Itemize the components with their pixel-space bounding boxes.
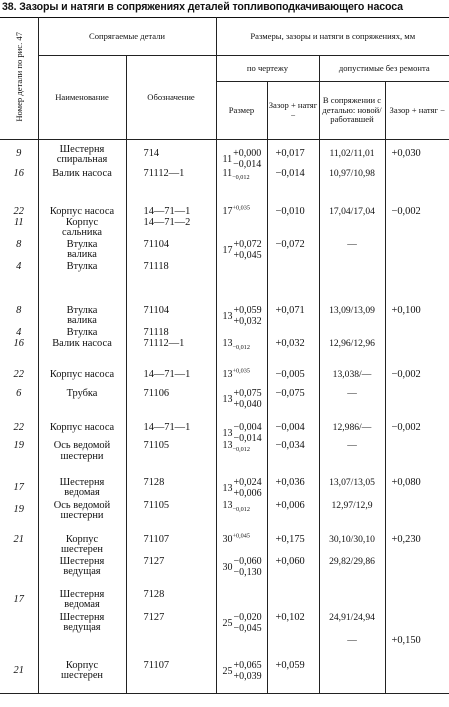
part-name-cell (38, 292, 126, 358)
designation-cell (126, 586, 216, 694)
gap-drawing-text: −0,005 (275, 369, 305, 380)
gap-drawing-cell (267, 412, 319, 470)
allowable-mating-text: — (347, 239, 357, 250)
designation-text: 7128 (143, 477, 165, 488)
allowable-gap-cell (385, 292, 449, 358)
size-nominal: 11 (222, 168, 233, 179)
allowable-mating-text: 17,04/17,04 (329, 206, 375, 217)
size-value (223, 240, 262, 261)
gap-drawing-cell (267, 358, 319, 412)
tolerance-stack (234, 661, 262, 682)
part-number-cell (0, 198, 38, 292)
designation-text: 14—71—2 (143, 217, 191, 228)
allowable-mating-text: 10,97/10,98 (329, 168, 375, 179)
table-row (0, 358, 449, 412)
tolerance-upper: +0,075 (233, 388, 262, 399)
part-number-text: 17 (13, 594, 24, 605)
size-nominal: 17 (222, 206, 233, 217)
part-name-text: сальника (62, 227, 102, 238)
gap-drawing-text: +0,036 (275, 477, 305, 488)
part-number-text: 17 (13, 482, 24, 493)
allowable-gap-cell (385, 470, 449, 528)
tolerance-lower: +0,032 (233, 315, 262, 327)
allowable-gap-cell (385, 528, 449, 586)
part-name-cell (38, 586, 126, 694)
size-value (223, 339, 250, 350)
part-number-cell (0, 140, 38, 199)
allowable-gap-text: −0,002 (391, 422, 421, 433)
allowable-mating-cell (319, 140, 385, 199)
allowable-mating-text: 12,986/— (332, 422, 372, 433)
size-nominal: 13 (222, 338, 233, 349)
gap-drawing-text: +0,006 (275, 500, 305, 511)
size-value (222, 204, 250, 218)
designation-cell (126, 198, 216, 292)
designation-text: 71112—1 (143, 338, 185, 349)
designation-text: 71118 (143, 261, 169, 272)
part-name-text: Шестерня (59, 556, 105, 567)
part-name-text: Валик насоса (52, 168, 112, 179)
gap-drawing-cell (267, 470, 319, 528)
allowable-gap-text: +0,100 (391, 305, 421, 316)
size-nominal: 30 (222, 534, 233, 545)
allowable-mating-text: 24,91/24,94 (329, 612, 375, 623)
designation-text: 71104 (143, 305, 170, 316)
tolerance-upper: −0,004 (233, 422, 262, 433)
part-number-text: 4 (16, 261, 22, 272)
allowable-gap-text: −0,002 (391, 206, 421, 217)
header-dims: Размеры, зазоры и натяги в сопряжениях, мм (216, 18, 449, 56)
gap-drawing-cell (267, 586, 319, 694)
tolerance-lower: −0,012 (232, 446, 250, 453)
allowable-mating-cell (319, 358, 385, 412)
part-number-cell (0, 358, 38, 412)
designation-text: 7127 (143, 556, 165, 567)
tolerance-upper: +0,065 (233, 660, 262, 671)
part-name-text: шестерен (60, 544, 103, 555)
size-cell (216, 470, 267, 528)
allowable-mating-text: 12,96/12,96 (329, 338, 375, 349)
size-cell (216, 528, 267, 586)
allowable-gap-cell (385, 198, 449, 292)
part-name-text: Шестерня (59, 144, 105, 155)
part-name-text: спиральная (56, 154, 108, 165)
size-value (223, 557, 262, 578)
designation-text: 14—71—1 (143, 422, 191, 433)
allowable-mating-text: — (347, 388, 357, 399)
tolerance-stack (234, 613, 262, 634)
tolerance-upper: +0,000 (233, 148, 262, 159)
size-nominal: 30 (222, 561, 233, 573)
size-nominal: 13 (222, 310, 233, 322)
designation-text: 71107 (143, 534, 170, 545)
gap-drawing-text: −0,014 (275, 168, 305, 179)
tolerance-upper: +0,035 (232, 367, 250, 375)
tolerance-lower: −0,012 (232, 506, 250, 513)
part-number-text: 19 (13, 440, 24, 451)
part-number-text: 16 (13, 168, 24, 179)
part-number-text: 22 (13, 369, 24, 380)
designation-text: 71112—1 (143, 168, 185, 179)
part-name-text: шестерни (60, 510, 104, 521)
size-nominal: 11 (222, 153, 233, 165)
size-cell (216, 140, 267, 199)
part-name-text: валика (67, 249, 97, 260)
size-nominal: 13 (222, 427, 233, 439)
designation-cell (126, 470, 216, 528)
allowable-gap-text: −0,002 (391, 369, 421, 380)
allowable-mating-text: 30,10/30,10 (329, 534, 375, 545)
part-number-text: 9 (16, 148, 22, 159)
tolerance-upper: −0,020 (233, 612, 262, 623)
table-caption: 38. Зазоры и натяги в сопряжениях деталей топливоподкачивающего насоса (2, 1, 403, 13)
table-row (0, 528, 449, 586)
gap-drawing-text: +0,032 (275, 338, 305, 349)
allowable-gap-cell (385, 412, 449, 470)
part-name-text: Шестерня (59, 477, 105, 488)
part-name-text: шестерен (60, 670, 103, 681)
header-gap-drawing: Зазор + натяг − (267, 82, 319, 140)
part-number-text: 22 (13, 422, 24, 433)
part-name-text: валика (67, 315, 97, 326)
part-name-text: ведомая (64, 487, 100, 498)
part-name-text: Корпус насоса (49, 369, 115, 380)
part-name-text: Корпус (65, 534, 99, 545)
tolerance-lower: +0,006 (233, 487, 262, 499)
part-name-text: Шестерня (59, 589, 105, 600)
part-number-text: 6 (16, 388, 22, 399)
size-value (223, 478, 262, 499)
tolerance-stack (234, 389, 262, 410)
size-cell (216, 358, 267, 412)
size-value (223, 149, 262, 170)
tolerance-lower: −0,130 (233, 566, 262, 578)
allowable-mating-text: — (347, 635, 357, 646)
designation-text: 71104 (143, 239, 170, 250)
part-name-cell (38, 470, 126, 528)
size-cell (216, 198, 267, 292)
part-number-cell (0, 412, 38, 470)
gap-drawing-cell (267, 528, 319, 586)
size-cell (216, 586, 267, 694)
designation-text: 71105 (143, 500, 170, 511)
part-name-cell (38, 412, 126, 470)
allowable-mating-cell (319, 528, 385, 586)
tolerance-stack (234, 557, 262, 578)
table-body (0, 140, 449, 694)
gap-drawing-text: +0,017 (275, 148, 305, 159)
gap-drawing-text: +0,060 (275, 556, 305, 567)
allowable-gap-cell (385, 586, 449, 694)
part-number-cell (0, 528, 38, 586)
tolerance-stack (234, 240, 262, 261)
gap-drawing-text: −0,034 (275, 440, 305, 451)
designation-text: 71105 (143, 440, 170, 451)
size-value (223, 613, 262, 634)
gap-drawing-text: +0,102 (275, 612, 305, 623)
header-designation: Обозначение (126, 56, 216, 140)
table-row (0, 140, 449, 199)
allowable-gap-text: +0,230 (391, 534, 421, 545)
table-row (0, 412, 449, 470)
part-number-text: 19 (13, 504, 24, 515)
designation-cell (126, 358, 216, 412)
gap-drawing-cell (267, 198, 319, 292)
part-name-text: Втулка (66, 239, 98, 250)
size-nominal: 25 (222, 617, 233, 629)
tolerance-lower: −0,014 (233, 432, 262, 444)
tolerance-upper: +0,045 (232, 532, 250, 540)
part-number-text: 4 (16, 327, 22, 338)
tolerance-lower: −0,012 (232, 344, 250, 351)
tolerance-upper: +0,035 (232, 204, 250, 212)
part-number-cell (0, 292, 38, 358)
size-nominal: 13 (222, 369, 233, 380)
gap-drawing-text: −0,010 (275, 206, 305, 217)
allowable-mating-cell (319, 412, 385, 470)
designation-cell (126, 140, 216, 199)
part-number-text: 21 (13, 665, 24, 676)
tolerance-stack (234, 306, 262, 327)
tolerance-upper: +0,059 (233, 305, 262, 316)
part-number-text: 22 (13, 206, 24, 217)
part-name-text: Трубка (66, 388, 98, 399)
tolerance-lower: +0,039 (233, 670, 262, 682)
size-nominal: 13 (222, 440, 233, 451)
header-in-mating: В сопряжении с деталью: новой/работавшей (319, 82, 385, 140)
part-number-text: 16 (13, 338, 24, 349)
gap-drawing-cell (267, 140, 319, 199)
part-name-cell (38, 198, 126, 292)
part-name-text: Корпус насоса (49, 206, 115, 217)
part-name-cell (38, 358, 126, 412)
tolerance-lower: −0,045 (233, 622, 262, 634)
gap-drawing-text: −0,072 (275, 239, 305, 250)
gap-drawing-text: +0,175 (275, 534, 305, 545)
part-number-text: 8 (16, 239, 22, 250)
designation-text: 71118 (143, 327, 169, 338)
allowable-mating-text: 13,038/— (332, 369, 372, 380)
size-value (223, 389, 262, 410)
size-nominal: 17 (222, 244, 233, 256)
size-nominal: 13 (222, 393, 233, 405)
gap-drawing-cell (267, 292, 319, 358)
part-name-cell (38, 528, 126, 586)
tolerance-upper: −0,060 (233, 556, 262, 567)
size-nominal: 25 (222, 665, 233, 677)
header-size: Размер (216, 82, 267, 140)
designation-cell (126, 292, 216, 358)
size-nominal: 13 (222, 500, 233, 511)
part-number-text: 8 (16, 305, 22, 316)
designation-text: 14—71—1 (143, 369, 191, 380)
part-name-text: Шестерня (59, 612, 105, 623)
header-name: Наименование (38, 56, 126, 140)
tolerance-stack (233, 149, 261, 170)
part-name-text: Корпус (65, 217, 99, 228)
header-mating-parts: Сопрягаемые детали (38, 18, 216, 56)
part-name-text: Ось ведомой (53, 440, 111, 451)
header-part-number: Номер детали по рис. 47 (0, 18, 38, 140)
allowable-gap-text: +0,080 (391, 477, 421, 488)
part-name-text: Ось ведомой (53, 500, 111, 511)
designation-cell (126, 412, 216, 470)
part-name-text: Корпус (65, 660, 99, 671)
designation-text: 7128 (143, 589, 165, 600)
allowable-gap-cell (385, 358, 449, 412)
part-number-text: 21 (13, 534, 24, 545)
part-name-text: шестерни (60, 451, 104, 462)
tolerance-upper: +0,072 (233, 239, 262, 250)
gap-drawing-text: −0,004 (275, 422, 305, 433)
allowable-mating-cell (319, 470, 385, 528)
allowable-gap-text: +0,150 (391, 635, 421, 646)
part-name-text: Корпус насоса (49, 422, 115, 433)
part-name-cell (38, 140, 126, 199)
part-name-text: Втулка (66, 261, 98, 272)
designation-text: 714 (143, 148, 160, 159)
header-by-drawing: по чертежу (216, 56, 319, 82)
allowable-mating-cell (319, 586, 385, 694)
header-gap-allowable: Зазор + натяг − (385, 82, 449, 140)
designation-text: 14—71—1 (143, 206, 191, 217)
tolerance-upper: +0,024 (233, 477, 262, 488)
part-number-text: 11 (13, 217, 24, 228)
table-row (0, 586, 449, 694)
designation-cell (126, 528, 216, 586)
allowable-mating-text: — (347, 440, 357, 451)
size-value (223, 306, 262, 327)
gap-drawing-text: +0,071 (275, 305, 305, 316)
part-name-text: ведущая (63, 566, 101, 577)
size-value (222, 532, 250, 546)
part-name-text: ведомая (64, 599, 100, 610)
tolerance-lower: +0,040 (233, 398, 262, 410)
tolerance-lower: −0,014 (233, 158, 262, 170)
size-value (223, 501, 250, 512)
part-name-text: Втулка (66, 305, 98, 316)
part-name-text: Валик насоса (52, 338, 112, 349)
allowable-mating-text: 29,82/29,86 (329, 556, 375, 567)
tolerance-lower: −0,012 (232, 174, 250, 181)
allowable-mating-cell (319, 198, 385, 292)
allowable-mating-cell (319, 292, 385, 358)
tolerance-stack (234, 478, 262, 499)
size-value (223, 441, 250, 452)
allowable-gap-cell (385, 140, 449, 199)
table-row (0, 198, 449, 292)
size-cell (216, 412, 267, 470)
allowable-gap-text: +0,030 (391, 148, 421, 159)
part-number-cell (0, 586, 38, 694)
size-value (222, 367, 250, 381)
designation-text: 71106 (143, 388, 170, 399)
table-row (0, 292, 449, 358)
designation-text: 71107 (143, 660, 170, 671)
gap-drawing-text: −0,075 (275, 388, 305, 399)
size-value (223, 661, 262, 682)
allowable-mating-text: 11,02/11,01 (329, 148, 375, 159)
part-name-text: Втулка (66, 327, 98, 338)
size-cell (216, 292, 267, 358)
designation-text: 7127 (143, 612, 165, 623)
gap-drawing-text: +0,059 (275, 660, 305, 671)
part-number-cell (0, 470, 38, 528)
part-name-text: ведущая (63, 622, 101, 633)
size-nominal: 13 (222, 482, 233, 494)
allowable-mating-text: 13,07/13,05 (329, 477, 375, 488)
header-allowable: допустимые без ремонта (319, 56, 449, 82)
tolerance-lower: +0,045 (233, 249, 262, 261)
size-value (223, 169, 250, 180)
table-row (0, 470, 449, 528)
allowable-mating-text: 13,09/13,09 (329, 305, 375, 316)
allowable-mating-text: 12,97/12,9 (331, 500, 373, 511)
clearance-table (0, 17, 449, 694)
